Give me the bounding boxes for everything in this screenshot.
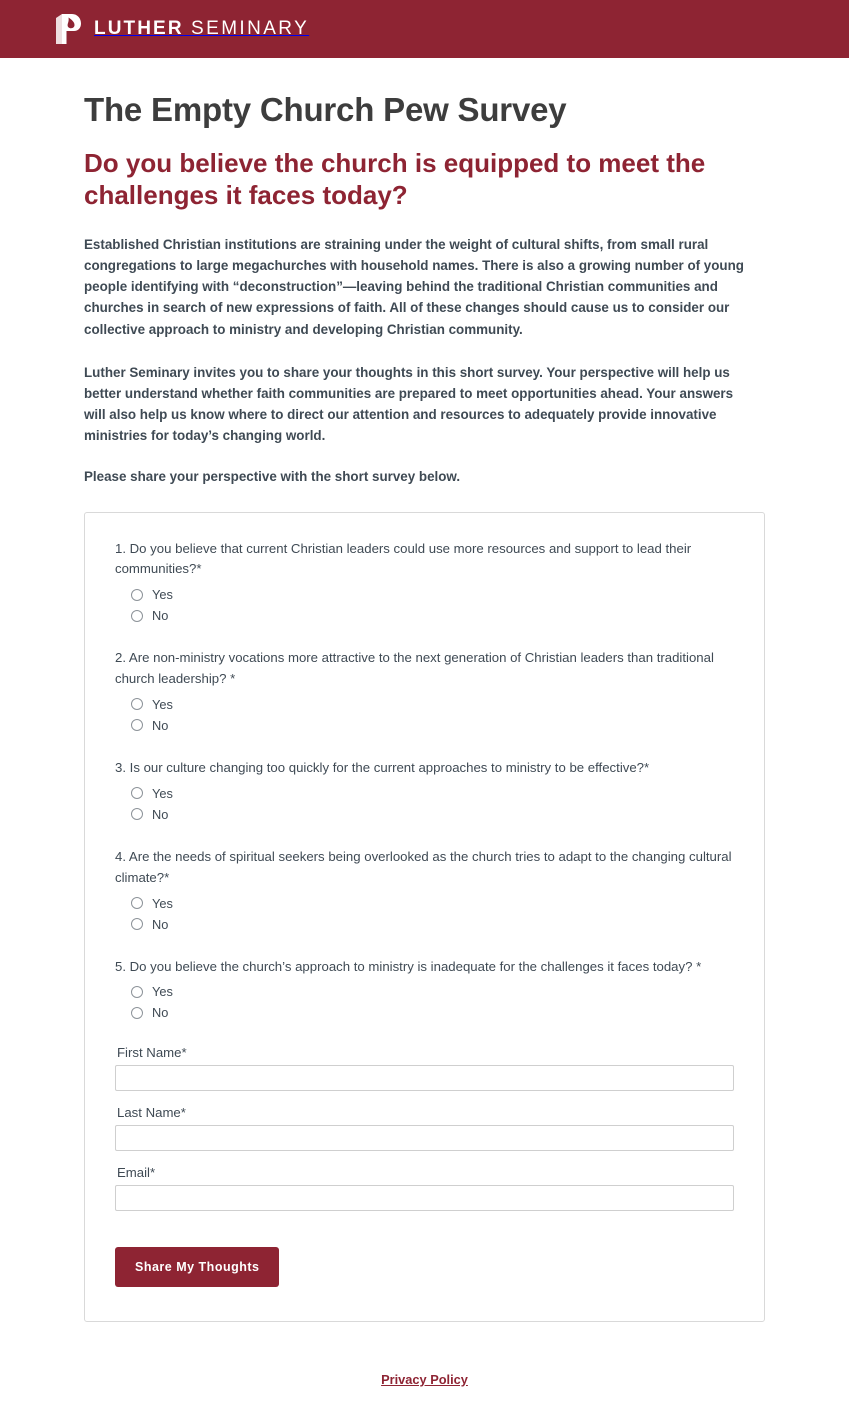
radio-option-q5-yes[interactable]: [131, 981, 734, 1002]
page-title: The Empty Church Pew Survey: [84, 91, 567, 128]
option-label: No: [152, 608, 169, 624]
survey-question-3: [115, 758, 734, 825]
first-name-input[interactable]: [115, 1065, 734, 1091]
survey-question-4: [115, 847, 734, 935]
email-field-group: [115, 1165, 734, 1211]
radio-icon[interactable]: [131, 918, 143, 930]
email-label: Email*: [117, 1165, 156, 1181]
email-input[interactable]: [115, 1185, 734, 1211]
radio-option-q4-no[interactable]: [131, 914, 734, 935]
option-label: Yes: [152, 587, 173, 603]
radio-option-q3-yes[interactable]: [131, 783, 734, 804]
privacy-policy-link[interactable]: Privacy Policy: [381, 1372, 468, 1387]
question-text: 4. Are the needs of spiritual seekers being overlooked as the church tries to adapt to the changing cultural climate?*: [115, 848, 732, 885]
survey-question-2: [115, 648, 734, 736]
radio-icon[interactable]: [131, 698, 143, 710]
option-label: No: [152, 916, 169, 932]
radio-icon[interactable]: [131, 610, 143, 622]
survey-question-5: [115, 957, 734, 1024]
submit-button[interactable]: Share My Thoughts: [115, 1247, 279, 1287]
radio-option-q3-no[interactable]: [131, 804, 734, 825]
radio-icon[interactable]: [131, 1007, 143, 1019]
option-label: Yes: [152, 895, 173, 911]
radio-option-q1-yes[interactable]: [131, 584, 734, 605]
question-text: 5. Do you believe the church’s approach to ministry is inadequate for the challenges it faces today? *: [115, 958, 702, 974]
last-name-label: Last Name*: [117, 1105, 186, 1121]
radio-option-q2-no[interactable]: [131, 715, 734, 736]
radio-option-q1-no[interactable]: [131, 605, 734, 626]
question-3-options: [131, 783, 734, 825]
site-header: [0, 0, 849, 58]
question-4-options: [131, 893, 734, 935]
survey-callout: Please share your perspective with the short survey below.: [84, 468, 461, 484]
first-name-label: First Name*: [117, 1045, 187, 1061]
intro-paragraph-2: Luther Seminary invites you to share your thoughts in this short survey. Your perspective will help us better understand whether faith communities are prepared to meet opportunities ahead. Your answers will also help us know where to direct our attention and resources to adequately provide innovative ministries for today’s changing world.: [84, 364, 734, 444]
question-2-options: [131, 694, 734, 736]
logo-wordmark: [94, 18, 309, 40]
radio-icon[interactable]: [131, 719, 143, 731]
radio-icon[interactable]: [131, 808, 143, 820]
option-label: No: [152, 717, 169, 733]
main-content: [0, 58, 849, 1322]
logo-word-seminary: SEMINARY: [191, 18, 310, 39]
option-label: Yes: [152, 785, 173, 801]
question-5-options: [131, 981, 734, 1023]
option-label: Yes: [152, 696, 173, 712]
option-label: No: [152, 806, 169, 822]
intro-paragraph-1: Established Christian institutions are straining under the weight of cultural shifts, from small rural congregations to large megachurches with household names. There is also a growing number of young people identifying with “deconstruction”—leaving behind the traditional Christian communities and churches in search of new expressions of faith. All of these changes should cause us to consider our collective approach to ministry and developing Christian community.: [84, 236, 744, 337]
option-label: Yes: [152, 984, 173, 1000]
radio-icon[interactable]: [131, 986, 143, 998]
radio-option-q2-yes[interactable]: [131, 694, 734, 715]
question-1-options: [131, 584, 734, 626]
site-logo[interactable]: [56, 14, 309, 44]
radio-option-q5-no[interactable]: [131, 1002, 734, 1023]
radio-icon[interactable]: [131, 897, 143, 909]
first-name-field-group: [115, 1045, 734, 1091]
last-name-input[interactable]: [115, 1125, 734, 1151]
radio-icon[interactable]: [131, 589, 143, 601]
survey-form: [84, 512, 765, 1323]
luther-seminary-flame-icon: [56, 14, 82, 44]
radio-option-q4-yes[interactable]: [131, 893, 734, 914]
question-text: 2. Are non-ministry vocations more attractive to the next generation of Christian leaders than traditional church leadership? *: [115, 650, 714, 687]
survey-question-1: [115, 539, 734, 627]
radio-icon[interactable]: [131, 787, 143, 799]
page-subtitle: Do you believe the church is equipped to meet the challenges it faces today?: [84, 147, 706, 211]
question-text: 1. Do you believe that current Christian leaders could use more resources and support to lead their communities?*: [115, 540, 692, 577]
question-text: 3. Is our culture changing too quickly for the current approaches to ministry to be effective?*: [115, 759, 650, 775]
last-name-field-group: [115, 1105, 734, 1151]
option-label: No: [152, 1005, 169, 1021]
logo-word-luther: LUTHER: [94, 18, 184, 39]
site-footer: [0, 1371, 849, 1389]
